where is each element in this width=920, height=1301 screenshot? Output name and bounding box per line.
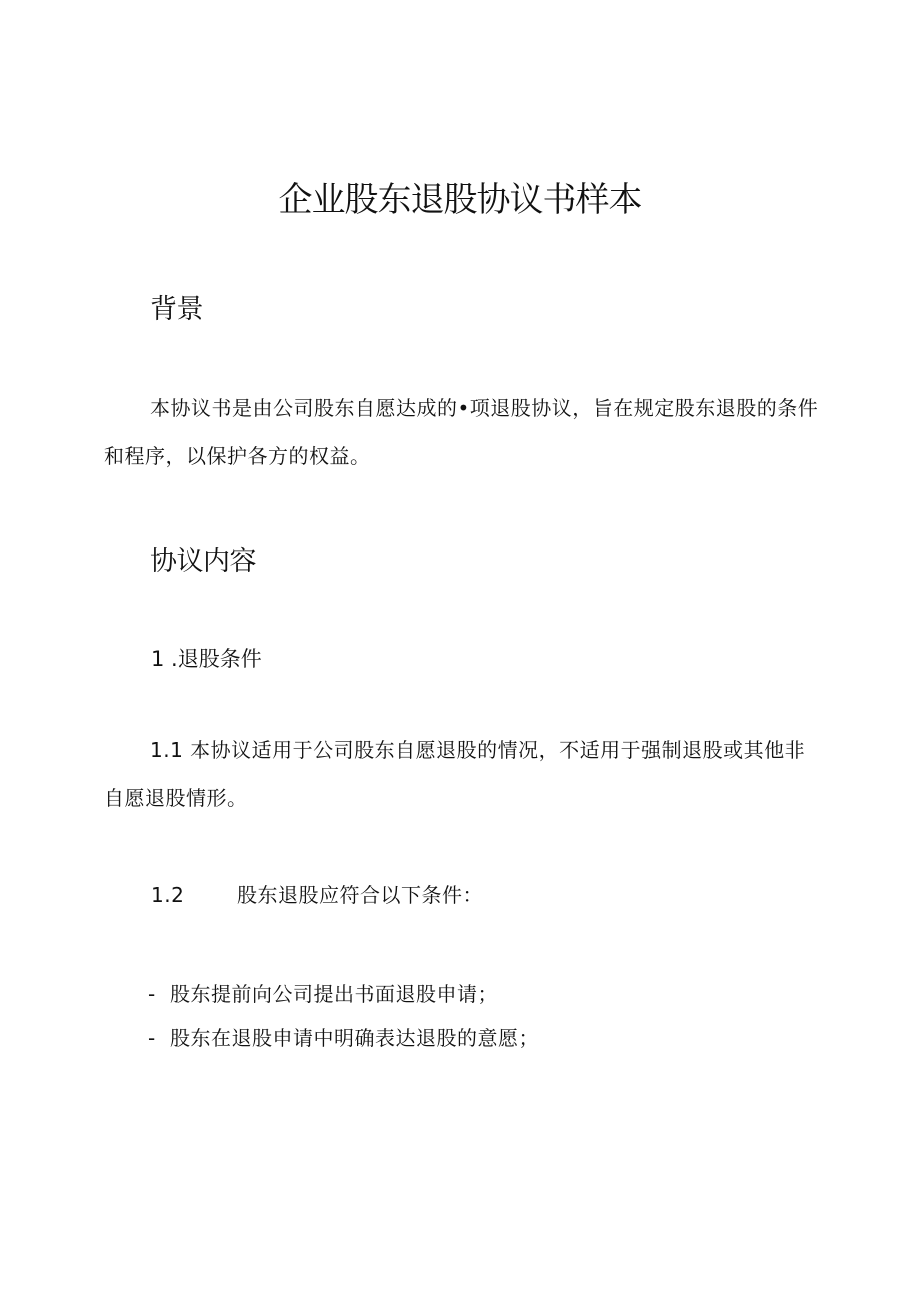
list-item-text: 股东提前向公司提出书面退股申请； bbox=[170, 982, 498, 1006]
clause-1-2 bbox=[151, 880, 483, 910]
list-item bbox=[148, 1016, 539, 1060]
clause-1-2-number: 1.2 bbox=[151, 883, 185, 907]
document-title: 企业股东退股协议书样本 bbox=[278, 180, 642, 220]
background-paragraph: 本协议书是由公司股东自愿达成的•项退股协议，旨在规定股东退股的条件和程序，以保护各方的权益。 bbox=[104, 396, 819, 468]
clause-1-1: 1.1 本协议适用于公司股东自愿退股的情况，不适用于强制退股或其他非自愿退股情形。 bbox=[104, 738, 806, 810]
clause-1-2-text: 股东退股应符合以下条件： bbox=[237, 883, 483, 907]
list-item bbox=[148, 972, 539, 1016]
conditions-list bbox=[148, 972, 539, 1060]
list-marker: - bbox=[148, 982, 156, 1006]
background-heading: 背景 bbox=[150, 294, 203, 325]
section-1-heading: 1 .退股条件 bbox=[151, 647, 262, 671]
content-heading: 协议内容 bbox=[150, 546, 256, 577]
list-item-text: 股东在退股申请中明确表达退股的意愿； bbox=[170, 1026, 539, 1050]
list-marker: - bbox=[148, 1026, 156, 1050]
